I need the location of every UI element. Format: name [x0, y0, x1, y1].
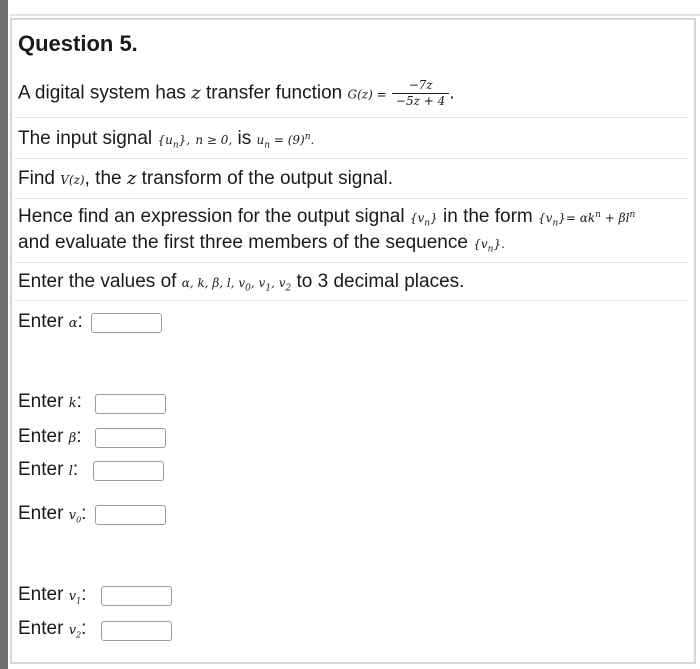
divider	[14, 198, 688, 199]
output-form-alpha: }= αk	[558, 211, 596, 225]
colon: :	[76, 391, 82, 412]
k-symbol: k	[68, 396, 77, 411]
line4-mid: in the form	[443, 206, 533, 227]
variable-list-sub2: 2	[285, 283, 292, 294]
line1-end: .	[449, 82, 455, 104]
v0-symbol	[69, 508, 81, 523]
input-seq-sub: n	[172, 140, 179, 151]
output-form-sup2: n	[629, 210, 636, 220]
fraction-numerator: −7z	[408, 78, 433, 92]
variable-list-sep1: , v	[250, 276, 266, 290]
vz-symbol: V(z)	[60, 173, 85, 187]
enter-word: Enter	[18, 618, 64, 639]
divider	[14, 117, 688, 118]
output-seq-close: }	[430, 211, 438, 225]
beta-label	[18, 426, 82, 448]
l-label	[18, 459, 78, 481]
output-form	[538, 210, 636, 229]
v2-input[interactable]	[101, 621, 172, 641]
beta-input[interactable]	[95, 428, 166, 448]
output-form-line	[18, 206, 635, 228]
l-input[interactable]	[93, 461, 164, 481]
enter-word: Enter	[18, 584, 64, 605]
input-expr-sup: n	[304, 132, 311, 142]
question-title: Question 5.	[18, 31, 138, 56]
v0-input[interactable]	[95, 505, 166, 525]
v2-v: v	[68, 623, 77, 638]
line1-mid: transfer function	[205, 82, 343, 104]
top-rule	[10, 14, 700, 16]
variable-list-sub0: 0	[245, 283, 251, 294]
input-expr	[256, 132, 315, 151]
line6-suffix: to 3 decimal places.	[296, 271, 465, 292]
input-expr-rest: = (9)	[273, 133, 305, 147]
n-condition: n ≥ 0,	[195, 133, 233, 147]
v1-input[interactable]	[101, 586, 172, 606]
alpha-label	[18, 311, 83, 333]
line2-prefix: The input signal	[18, 128, 153, 149]
input-seq	[157, 133, 191, 151]
line6-prefix: Enter the values of	[18, 271, 177, 292]
k-input[interactable]	[95, 394, 166, 414]
instructions-line	[18, 271, 464, 293]
divider	[14, 262, 688, 263]
v1-label	[18, 584, 86, 606]
divider	[14, 158, 688, 159]
sequence-v-close: }.	[493, 237, 505, 251]
input-expr-sub: n	[264, 140, 271, 151]
output-form-beta: + βl	[604, 211, 630, 225]
line1-prefix: A digital system has	[18, 82, 186, 104]
colon: :	[81, 584, 87, 605]
v1-symbol	[69, 589, 81, 604]
output-seq-open: {v	[409, 211, 425, 225]
sequence-v-sub: n	[487, 244, 494, 255]
enter-word: Enter	[18, 459, 64, 480]
line3-mid: , the	[84, 168, 122, 189]
v0-sub: 0	[76, 515, 82, 525]
v2-label	[18, 618, 86, 640]
sequence-v-open: {v	[473, 237, 488, 251]
input-expr-u: u	[256, 133, 265, 147]
line4-prefix: Hence find an expression for the output signal	[18, 206, 405, 227]
colon: :	[76, 426, 82, 447]
k-label	[18, 391, 82, 413]
transfer-function-line	[18, 78, 455, 109]
alpha-symbol: α	[68, 316, 78, 331]
enter-word: Enter	[18, 391, 64, 412]
variable-list-sub1: 1	[265, 283, 272, 294]
variable-list-sep2: , v	[271, 276, 286, 290]
line3-end: transform of the output signal.	[141, 168, 394, 189]
transfer-fraction	[392, 78, 449, 109]
evaluate-line	[18, 232, 505, 254]
is-word: is	[237, 128, 252, 149]
colon: :	[81, 618, 87, 639]
v0-label	[18, 503, 86, 525]
z-symbol: z	[126, 168, 137, 189]
sequence-v	[473, 237, 505, 255]
colon: :	[77, 311, 83, 332]
fraction-denominator: −5z + 4	[392, 93, 449, 109]
enter-word: Enter	[18, 503, 64, 524]
z-symbol: z	[191, 82, 201, 104]
question-panel	[10, 18, 696, 664]
divider	[14, 300, 688, 301]
alpha-input[interactable]	[91, 313, 162, 333]
output-form-open: {v	[538, 211, 553, 225]
enter-word: Enter	[18, 311, 64, 332]
output-form-sup1: n	[595, 210, 601, 220]
line5-prefix: and evaluate the first three members of the sequence	[18, 232, 468, 253]
v1-sub: 1	[76, 596, 82, 606]
v1-v: v	[68, 589, 77, 604]
colon: :	[72, 459, 79, 480]
left-edge-bar	[0, 0, 8, 669]
input-signal-line	[18, 128, 314, 150]
v2-sub: 2	[76, 630, 82, 640]
variable-list-main: α, k, β, l, v	[181, 276, 246, 290]
gz-label: G(z) =	[347, 87, 387, 102]
v2-symbol	[69, 623, 81, 638]
colon: :	[81, 503, 87, 524]
input-expr-end: .	[310, 133, 315, 147]
output-seq-sub: n	[424, 218, 431, 229]
find-vz-line	[18, 168, 393, 190]
v0-v: v	[68, 508, 77, 523]
line3-prefix: Find	[18, 168, 55, 189]
beta-symbol: β	[68, 431, 77, 446]
output-seq	[409, 211, 438, 229]
l-symbol: l	[68, 464, 73, 479]
variable-list	[181, 276, 292, 294]
enter-word: Enter	[18, 426, 64, 447]
output-form-sub: n	[552, 218, 559, 229]
input-seq-close: },	[178, 133, 191, 147]
input-seq-open: {u	[157, 133, 173, 147]
